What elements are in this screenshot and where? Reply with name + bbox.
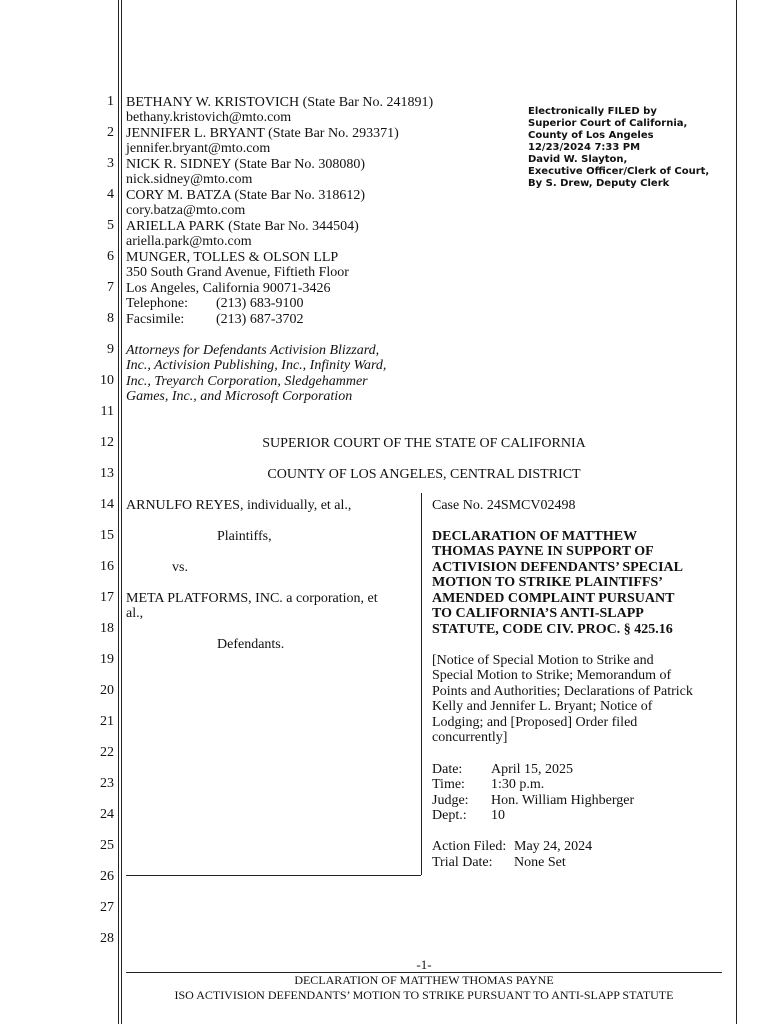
line-number: 20 (100, 683, 114, 698)
line-number: 15 (100, 528, 114, 543)
caption-bottom-rule (126, 875, 421, 876)
line-number: 14 (100, 497, 114, 512)
line-number: 11 (100, 404, 114, 419)
line-number: 9 (107, 342, 114, 357)
attorney-line: BETHANY W. KRISTOVICH (State Bar No. 241891) (126, 95, 434, 110)
line-number: 25 (100, 838, 114, 853)
attorneys-for-line: Games, Inc., and Microsoft Corporation (126, 389, 353, 404)
document-title-line: THOMAS PAYNE IN SUPPORT OF (432, 544, 654, 559)
stamp-line: Superior Court of California, (528, 118, 688, 129)
page-number: -1- (416, 957, 432, 972)
hearing-value: Hon. William Highberger (491, 793, 635, 808)
filing-stamp (528, 106, 709, 190)
line-number: 3 (107, 156, 114, 171)
line-number: 5 (107, 218, 114, 233)
attorney-line: JENNIFER L. BRYANT (State Bar No. 293371) (126, 126, 399, 141)
hearing-label: Date: (432, 762, 463, 777)
caption-divider (421, 493, 422, 875)
line-number: 22 (100, 745, 114, 760)
document-title-line: ACTIVISION DEFENDANTS’ SPECIAL (432, 560, 684, 575)
hearing-time (432, 777, 544, 793)
attorneys-for-line: Inc., Treyarch Corporation, Sledgehammer (126, 374, 368, 389)
attorney-line: jennifer.bryant@mto.com (126, 141, 271, 156)
attorney-line: ariella.park@mto.com (126, 234, 252, 249)
facsimile-line (126, 312, 304, 328)
footer-title-line2: ISO ACTIVISION DEFENDANTS’ MOTION TO STRIKE PURSUANT TO ANTI-SLAPP STATUTE (174, 988, 674, 1002)
attorneys-for-line: Inc., Activision Publishing, Inc., Infinity Ward, (126, 358, 387, 373)
facsimile-label: Facsimile: (126, 312, 185, 327)
court-name: SUPERIOR COURT OF THE STATE OF CALIFORNIA (262, 436, 586, 451)
concurrent-docs-line: Kelly and Jennifer L. Bryant; Notice of (432, 699, 653, 714)
line-number: 4 (107, 187, 114, 202)
attorney-line: bethany.kristovich@mto.com (126, 110, 292, 125)
line-number: 2 (107, 125, 114, 140)
attorney-line: MUNGER, TOLLES & OLSON LLP (126, 250, 339, 265)
document-title-line: AMENDED COMPLAINT PURSUANT (432, 591, 675, 606)
facsimile-value: (213) 687-3702 (216, 312, 304, 327)
hearing-date (432, 762, 573, 778)
left-margin-rule-outer (118, 0, 119, 1024)
line-number: 6 (107, 249, 114, 264)
concurrent-docs-line: [Notice of Special Motion to Strike and (432, 653, 654, 668)
line-number: 1 (107, 94, 114, 109)
document-title-line: DECLARATION OF MATTHEW (432, 529, 638, 544)
attorney-line: ARIELLA PARK (State Bar No. 344504) (126, 219, 359, 234)
attorney-line: nick.sidney@mto.com (126, 172, 253, 187)
stamp-line: David W. Slayton, (528, 154, 628, 165)
trial-date (432, 855, 566, 871)
hearing-label: Judge: (432, 793, 469, 808)
trial-date-value: None Set (514, 855, 566, 870)
line-number: 13 (100, 466, 114, 481)
right-margin-rule (736, 0, 737, 1024)
stamp-line: By S. Drew, Deputy Clerk (528, 178, 670, 189)
line-number: 8 (107, 311, 114, 326)
left-margin-rule-inner (121, 0, 122, 1024)
hearing-value: 10 (491, 808, 505, 823)
hearing-label: Dept.: (432, 808, 467, 823)
action-filed-value: May 24, 2024 (514, 839, 593, 854)
attorney-line: 350 South Grand Avenue, Fiftieth Floor (126, 265, 349, 280)
line-number: 24 (100, 807, 114, 822)
hearing-value: 1:30 p.m. (491, 777, 545, 792)
line-number: 18 (100, 621, 114, 636)
trial-date-label: Trial Date: (432, 855, 493, 870)
defendants-label: Defendants. (217, 637, 285, 652)
plaintiffs-label: Plaintiffs, (217, 529, 272, 544)
line-number: 27 (100, 900, 114, 915)
attorneys-for-line: Attorneys for Defendants Activision Blizzard, (126, 343, 380, 358)
telephone-label: Telephone: (126, 296, 188, 311)
versus-label: vs. (172, 560, 188, 575)
document-title-line: TO CALIFORNIA’S ANTI-SLAPP (432, 606, 644, 621)
attorney-line: Los Angeles, California 90071-3426 (126, 281, 331, 296)
stamp-line: Electronically FILED by (528, 106, 657, 117)
line-number: 26 (100, 869, 114, 884)
line-number: 23 (100, 776, 114, 791)
attorney-line: cory.batza@mto.com (126, 203, 246, 218)
document-title-line: MOTION TO STRIKE PLAINTIFFS’ (432, 575, 663, 590)
defendant-name-cont: al., (126, 606, 144, 621)
concurrent-docs-line: Special Motion to Strike; Memorandum of (432, 668, 672, 683)
action-filed (432, 839, 592, 855)
plaintiff-name: ARNULFO REYES, individually, et al., (126, 498, 352, 513)
line-number: 17 (100, 590, 114, 605)
stamp-line: County of Los Angeles (528, 130, 654, 141)
concurrent-docs-line: Lodging; and [Proposed] Order filed (432, 715, 638, 730)
line-number: 21 (100, 714, 114, 729)
line-number: 28 (100, 931, 114, 946)
line-number: 12 (100, 435, 114, 450)
attorney-line: NICK R. SIDNEY (State Bar No. 308080) (126, 157, 366, 172)
hearing-dept (432, 808, 505, 824)
case-number: Case No. 24SMCV02498 (432, 498, 576, 513)
line-number: 10 (100, 373, 114, 388)
stamp-line: 12/23/2024 7:33 PM (528, 142, 641, 153)
footer-title-line1: DECLARATION OF MATTHEW THOMAS PAYNE (294, 973, 554, 987)
attorney-line: CORY M. BATZA (State Bar No. 318612) (126, 188, 366, 203)
action-filed-label: Action Filed: (432, 839, 507, 854)
defendant-name: META PLATFORMS, INC. a corporation, et (126, 591, 378, 606)
line-number: 7 (107, 280, 114, 295)
court-county: COUNTY OF LOS ANGELES, CENTRAL DISTRICT (267, 467, 581, 482)
concurrent-docs-line: concurrently] (432, 730, 508, 745)
hearing-label: Time: (432, 777, 465, 792)
stamp-line: Executive Officer/Clerk of Court, (528, 166, 710, 177)
telephone-line (126, 296, 304, 312)
document-title-line: STATUTE, CODE CIV. PROC. § 425.16 (432, 622, 673, 637)
concurrent-docs-line: Points and Authorities; Declarations of Patrick (432, 684, 693, 699)
line-number: 19 (100, 652, 114, 667)
hearing-value: April 15, 2025 (491, 762, 574, 777)
line-number: 16 (100, 559, 114, 574)
hearing-judge (432, 793, 634, 809)
telephone-value: (213) 683-9100 (216, 296, 304, 311)
